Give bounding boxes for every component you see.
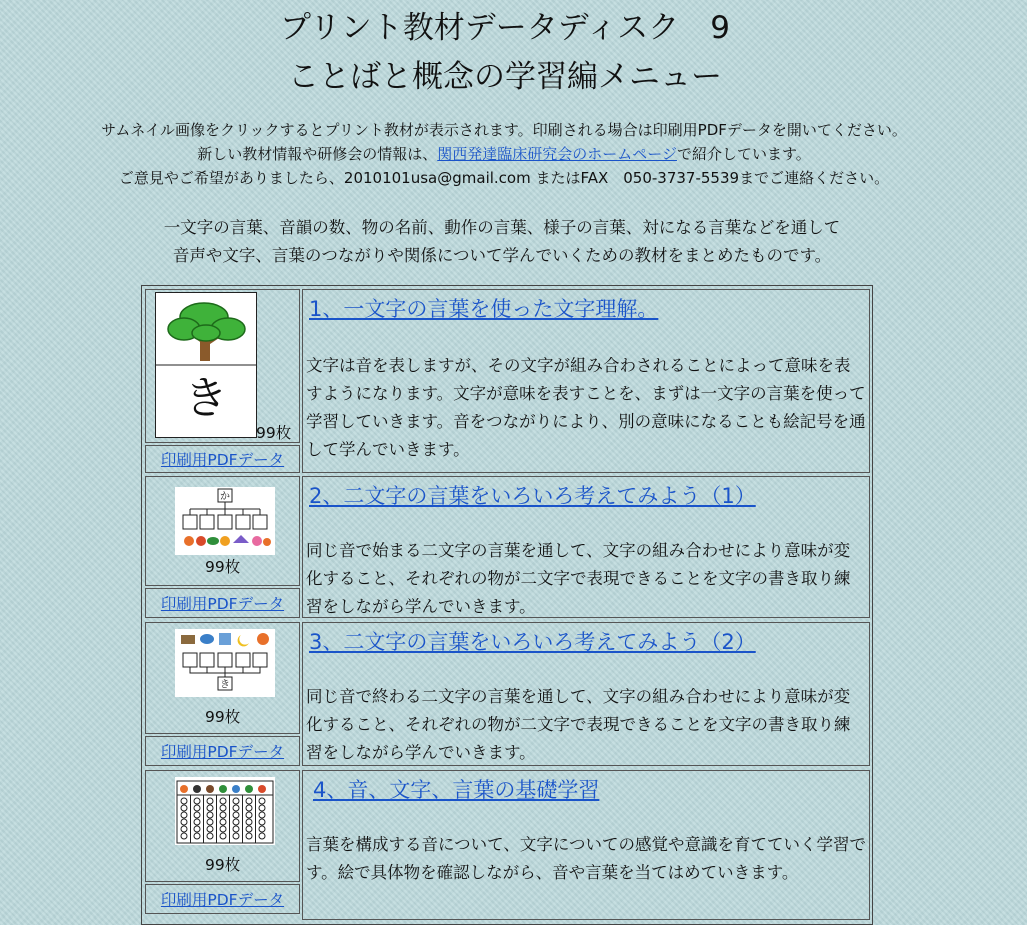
item-4-description: 言葉を構成する音について、文字についての感覚や意識を育てていく学習です。絵で具体物を確認しながら、音や言葉を当てはめていきます。 xyxy=(306,835,867,882)
description-line-1: 一文字の言葉、音韻の数、物の名前、動作の言葉、様子の言葉、対になる言葉などを通して xyxy=(163,218,841,237)
page-title-line2: ことばと概念の学習編メニュー xyxy=(288,59,722,95)
item-2-thumbnail[interactable] xyxy=(175,487,275,555)
item-1-description: 文字は音を表しますが、その文字が組み合わされることによって意味を表すようになります。文字が意味を表すことを、まずは一文字の言葉を使って学習していきます。音をつながりにより、別の意味になることも絵記号を通して学んでいきます。 xyxy=(306,356,866,459)
item-2-text-cell xyxy=(302,476,870,618)
description-line-2: 音声や文字、言葉のつながりや関係について学んでいくための教材をまとめたものです。 xyxy=(172,246,832,265)
item-3-text-cell xyxy=(302,622,870,766)
homepage-link[interactable]: 関西発達臨床研究会のホームページ xyxy=(437,145,677,163)
thumbnail-character: き xyxy=(220,679,230,691)
item-4-thumbnail-cell xyxy=(145,770,300,882)
grid-worksheet-icon xyxy=(175,777,275,845)
intro-text xyxy=(0,118,1008,190)
item-3-count: 99枚 xyxy=(205,708,241,726)
item-2-description: 同じ音で始まる二文字の言葉を通して、文字の組み合わせにより意味が変化すること、それぞれの物が二文字で表現できることを文字の書き取り練習をしながら学んでいきます。 xyxy=(306,541,851,616)
word-tree-icon xyxy=(175,487,275,555)
item-3-pdf-cell xyxy=(145,736,300,766)
item-2-count: 99枚 xyxy=(205,558,241,576)
intro-line-1: サムネイル画像をクリックするとプリント教材が表示されます。印刷される場合は印刷用PDFデータを開いてください。 xyxy=(101,121,907,139)
item-4-pdf-link[interactable]: 印刷用PDFデータ xyxy=(160,891,285,909)
thumbnail-character: き xyxy=(184,373,228,424)
item-3-heading-link[interactable]: 3、二文字の言葉をいろいろ考えてみよう（2） xyxy=(309,630,756,654)
word-tree-icon xyxy=(175,629,275,697)
item-3-description: 同じ音で終わる二文字の言葉を通して、文字の組み合わせにより意味が変化すること、それぞれの物が二文字で表現できることを文字の書き取り練習をしながら学んでいきます。 xyxy=(306,687,851,762)
item-4-text-cell xyxy=(302,770,870,920)
item-2-heading-link[interactable]: 2、二文字の言葉をいろいろ考えてみよう（1） xyxy=(309,484,756,508)
item-1-text-cell xyxy=(302,289,870,473)
description xyxy=(0,214,1004,270)
item-3-thumbnail-cell xyxy=(145,622,300,734)
item-3-pdf-link[interactable]: 印刷用PDFデータ xyxy=(160,743,285,761)
item-4-count: 99枚 xyxy=(205,856,241,874)
item-2-thumbnail-cell xyxy=(145,476,300,586)
intro-line-3: ご意見やご希望がありましたら、2010101usa@gmail.com またはFAX 050-3737-5539までご連絡ください。 xyxy=(118,169,890,187)
thumbnail-character: か xyxy=(220,491,230,503)
item-1-pdf-link[interactable]: 印刷用PDFデータ xyxy=(160,451,285,469)
item-2-pdf-link[interactable]: 印刷用PDFデータ xyxy=(160,595,285,613)
intro-line-2 xyxy=(0,142,1008,166)
item-4-heading-link[interactable]: 4、音、文字、言葉の基礎学習 xyxy=(313,778,600,802)
item-1-count: 99枚 xyxy=(256,424,292,442)
page-title-line1: プリント教材データディスク 9 xyxy=(279,10,730,46)
menu-table xyxy=(141,285,873,925)
item-1-heading-link[interactable]: 1、一文字の言葉を使った文字理解。 xyxy=(309,297,659,321)
intro-line-2-post: で紹介しています。 xyxy=(676,145,811,163)
item-3-thumbnail[interactable] xyxy=(175,629,275,697)
item-1-thumbnail-cell xyxy=(145,289,300,443)
item-2-pdf-cell xyxy=(145,588,300,618)
item-4-pdf-cell xyxy=(145,884,300,914)
item-4-thumbnail[interactable] xyxy=(175,777,275,845)
item-1-thumbnail[interactable] xyxy=(155,292,257,438)
item-1-pdf-cell xyxy=(145,445,300,473)
intro-line-2-pre: 新しい教材情報や研修会の情報は、 xyxy=(197,145,438,163)
